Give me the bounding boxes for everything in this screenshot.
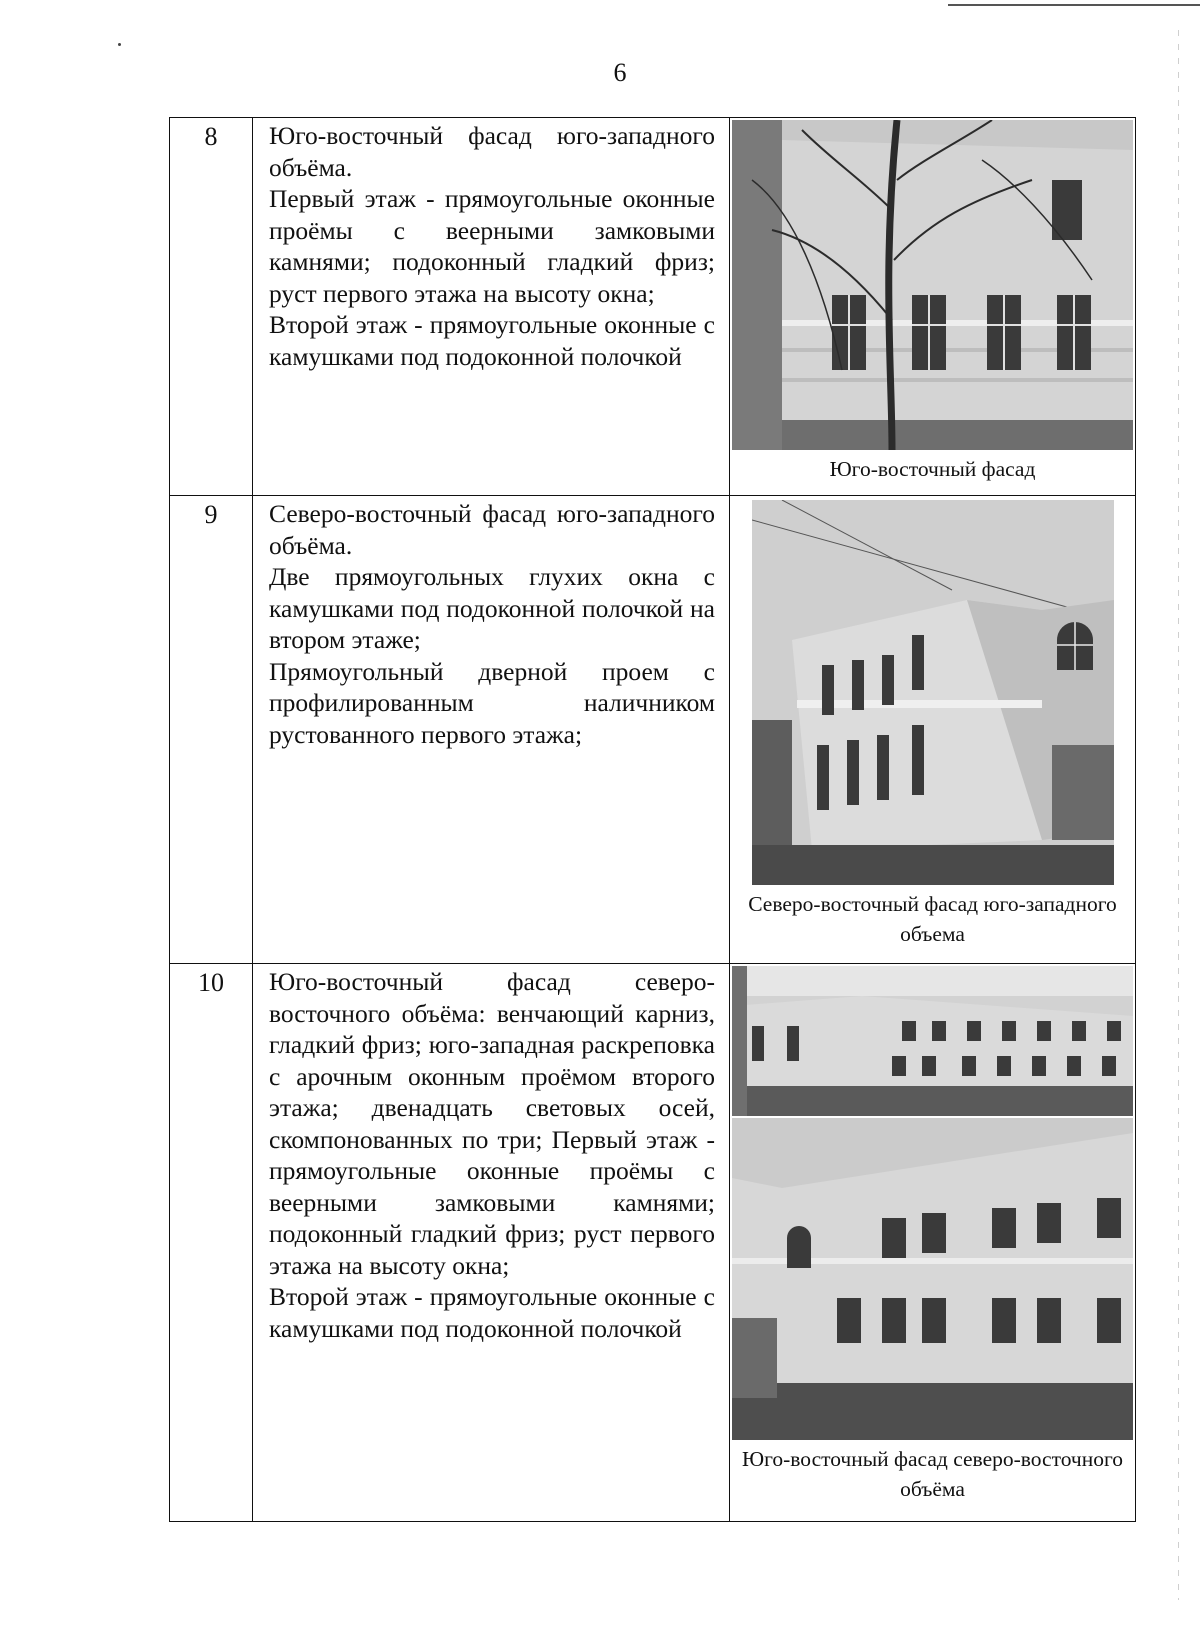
scan-top-rule — [948, 4, 1200, 6]
facade-photo — [732, 966, 1133, 1116]
photo-caption: Юго-восточный фасад — [829, 457, 1036, 481]
description-paragraph: Две прямоугольных глухих окна с камушками под подоконной полочкой на втором этаже; — [269, 562, 715, 654]
row-number: 10 — [170, 964, 253, 1522]
photo-caption: Юго-восточный фасад северо-восточного объёма — [741, 1447, 1124, 1501]
facade-photo — [732, 120, 1133, 450]
page-number: 6 — [613, 58, 627, 87]
description-paragraph: Юго-восточный фасад юго-западного объёма. — [269, 121, 715, 182]
row-number: 9 — [170, 496, 253, 964]
description-paragraph: Северо-восточный фасад юго-западного объёма. — [269, 499, 715, 560]
row-description — [253, 964, 730, 1522]
facade-photo — [752, 500, 1114, 885]
row-description — [253, 496, 730, 964]
facade-photo — [732, 1118, 1133, 1440]
row-description — [253, 118, 730, 496]
table-row — [170, 118, 1136, 496]
description-paragraph: Второй этаж - прямоугольные оконные с камушками под подоконной полочкой — [269, 1282, 715, 1343]
row-photo-cell — [730, 118, 1136, 496]
facade-description-table — [169, 117, 1136, 1522]
table-row — [170, 964, 1136, 1522]
photo-caption: Северо-восточный фасад юго-западного объема — [748, 892, 1117, 946]
description-paragraph: Первый этаж - прямоугольные оконные проёмы с веерными замковыми камнями; подоконный гладкий фриз; руст первого этажа на высоту окна; — [269, 184, 715, 308]
description-paragraph: Юго-восточный фасад северо-восточного объёма: венчающий карниз, гладкий фриз; юго-западная раскреповка с арочным оконным проёмом второго этажа; двенадцать световых осей, скомпонованных по три; Первый этаж - прямоугольные оконные проёмы с веерными замковыми камнями; подоконный гладкий фриз; руст первого этажа на высоту окна; — [269, 967, 715, 1280]
description-paragraph: Второй этаж - прямоугольные оконные с камушками под подоконной полочкой — [269, 310, 715, 371]
scan-speck — [118, 43, 121, 46]
description-paragraph: Прямоугольный дверной проем с профилированным наличником рустованного первого этажа; — [269, 656, 715, 749]
row-photo-cell — [730, 964, 1136, 1522]
row-number: 8 — [170, 118, 253, 496]
scan-edge-line — [1178, 30, 1179, 1600]
row-photo-cell — [730, 496, 1136, 964]
table-row — [170, 496, 1136, 964]
